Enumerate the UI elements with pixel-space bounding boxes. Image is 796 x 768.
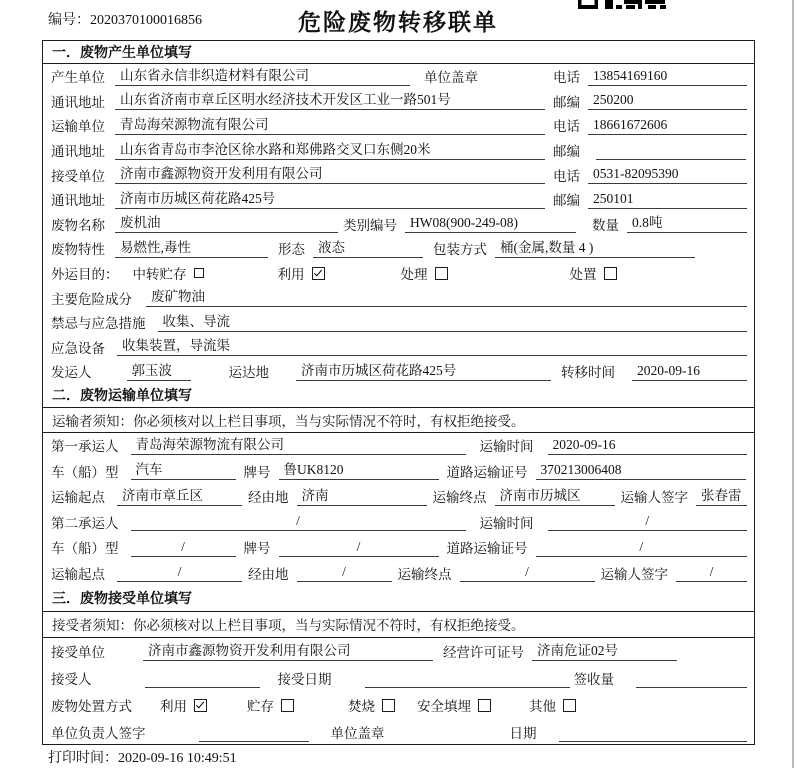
page-edge-divider bbox=[792, 0, 794, 768]
field-value: 13854169160 bbox=[588, 67, 747, 86]
field-label: 运输单位 bbox=[51, 119, 105, 135]
field-value: 桶(金属,数量 4 ) bbox=[495, 239, 695, 258]
field-value bbox=[559, 723, 748, 742]
checkbox-field bbox=[417, 695, 491, 715]
field-label: 邮编 bbox=[553, 193, 580, 209]
field-value: / bbox=[548, 512, 748, 531]
checkbox-label: 焚烧 bbox=[348, 699, 375, 715]
form-row bbox=[43, 433, 754, 459]
field-label: 邮编 bbox=[553, 94, 580, 110]
form-row bbox=[43, 162, 754, 187]
field-value bbox=[596, 141, 746, 160]
field-value: 济南 bbox=[297, 487, 427, 506]
field-value bbox=[199, 723, 309, 742]
field-label: 废物处置方式 bbox=[51, 699, 132, 715]
field-label: 经由地 bbox=[248, 566, 289, 582]
form-row bbox=[43, 113, 754, 138]
field-label: 通讯地址 bbox=[51, 144, 105, 160]
field-label: 通讯地址 bbox=[51, 193, 105, 209]
field-value: 收集装置，导流渠 bbox=[117, 337, 747, 356]
form-row bbox=[43, 89, 754, 114]
field-label: 车（船）型 bbox=[51, 464, 119, 480]
checkbox-field bbox=[570, 263, 617, 283]
field-label: 运输起点 bbox=[51, 566, 105, 582]
section-notice: 接受者须知：你必须核对以上栏目事项，当与实际情况不符时，有权拒绝接受。 bbox=[43, 612, 754, 638]
field-label: 应急设备 bbox=[51, 340, 105, 356]
empty-box-icon bbox=[435, 267, 448, 280]
checkbox-label: 中转贮存 bbox=[132, 267, 187, 283]
checkbox-label: 利用 bbox=[277, 267, 305, 283]
empty-box-icon bbox=[563, 699, 576, 712]
field-label: 转移时间 bbox=[561, 365, 615, 381]
checkbox-field bbox=[278, 263, 325, 283]
form-row bbox=[43, 665, 754, 692]
field-value: 山东省永信非织造材料有限公司 bbox=[115, 67, 410, 86]
checkbox-label: 处置 bbox=[569, 267, 597, 283]
form-row bbox=[43, 138, 754, 163]
field-value: 250200 bbox=[588, 91, 747, 110]
section-1 bbox=[43, 41, 754, 384]
checked-box-icon bbox=[312, 267, 325, 280]
field-label: 签收量 bbox=[573, 672, 614, 688]
row-right-cells bbox=[545, 66, 747, 86]
row-right-cells bbox=[545, 91, 747, 111]
row-right-cells bbox=[545, 189, 747, 209]
field-label: 电话 bbox=[553, 70, 580, 86]
field-value: 250101 bbox=[588, 190, 747, 209]
field-value: 汽车 bbox=[131, 461, 236, 480]
empty-box-icon bbox=[281, 699, 294, 712]
row-left-cells bbox=[51, 115, 545, 135]
field-value bbox=[636, 669, 747, 688]
field-label: 电话 bbox=[553, 119, 580, 135]
checkbox-label: 安全填埋 bbox=[417, 699, 471, 715]
field-value: 鲁UK8120 bbox=[279, 461, 439, 480]
page-title: 危险废物转移联单 bbox=[298, 10, 498, 35]
field-label: 运输终点 bbox=[397, 566, 452, 582]
field-label: 道路运输证号 bbox=[446, 541, 528, 557]
field-value: 济南市鑫源物资开发利用有限公司 bbox=[115, 165, 545, 184]
field-label: 牌号 bbox=[243, 541, 271, 557]
section-notice: 运输者须知：你必须核对以上栏目事项，当与实际情况不符时，有权拒绝接受。 bbox=[43, 408, 754, 433]
form-row bbox=[43, 261, 754, 286]
field-label: 外运目的： bbox=[51, 267, 119, 283]
field-value: 收集、导流 bbox=[158, 313, 748, 332]
field-label: 运输起点 bbox=[51, 490, 105, 506]
field-value: 济南市历城区荷花路425号 bbox=[296, 362, 551, 381]
field-value: 山东省青岛市李沧区徐水路和郑佛路交叉口东侧20米 bbox=[115, 141, 545, 160]
empty-box-icon bbox=[604, 267, 617, 280]
field-value: 0531-82095390 bbox=[588, 165, 747, 184]
field-label: 经营许可证号 bbox=[443, 645, 524, 661]
checkbox-field bbox=[348, 695, 395, 715]
serial-value: 2020370100016856 bbox=[90, 13, 202, 28]
field-label: 通讯地址 bbox=[51, 94, 105, 110]
field-value: 青岛海荣源物流有限公司 bbox=[131, 436, 466, 455]
section-2 bbox=[43, 384, 754, 586]
form-row bbox=[43, 719, 754, 746]
field-value: 郭玉波 bbox=[127, 362, 191, 381]
qr-code-fragment bbox=[578, 0, 670, 9]
field-label: 经由地 bbox=[248, 490, 289, 506]
print-time-label: 打印时间： bbox=[48, 751, 118, 766]
checkbox-field bbox=[160, 695, 207, 715]
field-value: 济南市章丘区 bbox=[117, 487, 242, 506]
field-value bbox=[145, 669, 260, 688]
form-row bbox=[43, 64, 754, 89]
field-value: 2020-09-16 bbox=[548, 436, 748, 455]
field-value: 济南市历城区 bbox=[495, 487, 615, 506]
checkbox-field bbox=[401, 263, 448, 283]
field-value: / bbox=[460, 563, 595, 582]
serial-label: 编号： bbox=[48, 13, 90, 28]
empty-box-icon bbox=[382, 699, 395, 712]
checked-box-icon bbox=[194, 699, 207, 712]
transfer-form-table bbox=[42, 40, 755, 745]
empty-box-icon bbox=[194, 268, 204, 278]
row-right-cells bbox=[545, 140, 747, 160]
field-label: 第二承运人 bbox=[51, 515, 119, 531]
field-label: 牌号 bbox=[243, 464, 271, 480]
checkbox-field bbox=[133, 263, 204, 283]
field-label: 单位盖章 bbox=[330, 726, 385, 742]
form-row bbox=[43, 560, 754, 586]
section-3 bbox=[43, 586, 754, 746]
section-heading: 一．废物产生单位填写 bbox=[43, 41, 754, 64]
form-row bbox=[43, 359, 754, 384]
field-label: 接受单位 bbox=[51, 168, 105, 184]
field-value: 山东省济南市章丘区明水经济技术开发区工业一路501号 bbox=[115, 91, 545, 110]
field-value: / bbox=[297, 563, 392, 582]
field-label: 废物特性 bbox=[51, 242, 105, 258]
checkbox-label: 处理 bbox=[400, 267, 428, 283]
field-label: 邮编 bbox=[553, 144, 580, 160]
form-row bbox=[43, 535, 754, 561]
checkbox-field bbox=[247, 695, 294, 715]
field-value: 废机油 bbox=[115, 214, 338, 233]
field-label: 主要危险成分 bbox=[51, 291, 132, 307]
field-value: / bbox=[676, 563, 747, 582]
field-label: 运输终点 bbox=[432, 490, 487, 506]
form-row bbox=[43, 310, 754, 335]
form-row bbox=[43, 484, 754, 510]
row-left-cells bbox=[51, 165, 545, 185]
section-heading: 二．废物运输单位填写 bbox=[43, 384, 754, 408]
field-value: 易燃性,毒性 bbox=[115, 239, 268, 258]
form-row bbox=[43, 509, 754, 535]
field-label: 发运人 bbox=[51, 365, 92, 381]
field-value: 济南市鑫源物资开发利用有限公司 bbox=[143, 642, 433, 661]
field-label: 禁忌与应急措施 bbox=[51, 316, 146, 332]
form-row bbox=[43, 335, 754, 360]
form-row bbox=[43, 638, 754, 665]
field-value: 370213006408 bbox=[536, 461, 746, 480]
print-time-value: 2020-09-16 10:49:51 bbox=[118, 751, 237, 766]
field-label: 单位盖章 bbox=[424, 70, 478, 86]
print-time bbox=[48, 747, 237, 767]
field-value: HW08(900-249-08) bbox=[405, 214, 576, 233]
field-label: 运输人签字 bbox=[600, 566, 668, 582]
field-label: 运输人签字 bbox=[620, 490, 688, 506]
field-label: 接受日期 bbox=[277, 672, 332, 688]
field-value: 废矿物油 bbox=[146, 288, 747, 307]
field-label: 车（船）型 bbox=[51, 541, 119, 557]
field-label: 运达地 bbox=[228, 365, 269, 381]
field-value: 18661672606 bbox=[588, 116, 747, 135]
field-label: 类别编号 bbox=[343, 217, 397, 233]
field-label: 数量 bbox=[592, 217, 619, 233]
field-value: / bbox=[131, 512, 466, 531]
field-label: 第一承运人 bbox=[51, 439, 119, 455]
field-label: 接受人 bbox=[51, 672, 92, 688]
field-label: 运输时间 bbox=[479, 439, 534, 455]
form-row bbox=[43, 692, 754, 719]
field-value: 青岛海荣源物流有限公司 bbox=[115, 116, 545, 135]
row-left-cells bbox=[51, 140, 545, 160]
field-label: 产生单位 bbox=[51, 70, 105, 86]
field-label: 单位负责人签字 bbox=[51, 726, 146, 742]
field-value bbox=[365, 669, 570, 688]
field-label: 日期 bbox=[509, 726, 537, 742]
form-row bbox=[43, 285, 754, 310]
field-label: 废物名称 bbox=[51, 217, 105, 233]
checkbox-label: 利用 bbox=[160, 699, 187, 715]
checkbox-field bbox=[529, 695, 576, 715]
field-value: / bbox=[279, 538, 439, 557]
field-label: 电话 bbox=[553, 168, 580, 184]
row-left-cells bbox=[51, 91, 545, 111]
field-value: 济南市历城区荷花路425号 bbox=[115, 190, 545, 209]
form-row bbox=[43, 187, 754, 212]
section-heading: 三．废物接受单位填写 bbox=[43, 586, 754, 612]
field-value: 2020-09-16 bbox=[632, 362, 747, 381]
field-label: 包装方式 bbox=[433, 242, 487, 258]
row-left-cells bbox=[51, 189, 545, 209]
field-value: 张春雷 bbox=[696, 487, 747, 506]
field-value: / bbox=[117, 563, 242, 582]
form-row bbox=[43, 236, 754, 261]
field-value: 0.8吨 bbox=[627, 214, 747, 233]
checkbox-label: 贮存 bbox=[247, 699, 274, 715]
form-row bbox=[43, 212, 754, 237]
field-label: 形态 bbox=[278, 242, 305, 258]
field-value: / bbox=[536, 538, 748, 557]
field-value: / bbox=[131, 538, 236, 557]
row-right-cells bbox=[545, 165, 747, 185]
field-value: 济南危证02号 bbox=[532, 642, 677, 661]
row-right-cells bbox=[545, 115, 747, 135]
row-left-cells bbox=[51, 66, 545, 86]
field-value: 液态 bbox=[313, 239, 423, 258]
field-label: 接受单位 bbox=[51, 645, 105, 661]
form-row bbox=[43, 458, 754, 484]
empty-box-icon bbox=[478, 699, 491, 712]
checkbox-label: 其他 bbox=[529, 699, 556, 715]
field-label: 运输时间 bbox=[479, 515, 534, 531]
document-header bbox=[0, 0, 796, 40]
field-label: 道路运输证号 bbox=[446, 464, 528, 480]
